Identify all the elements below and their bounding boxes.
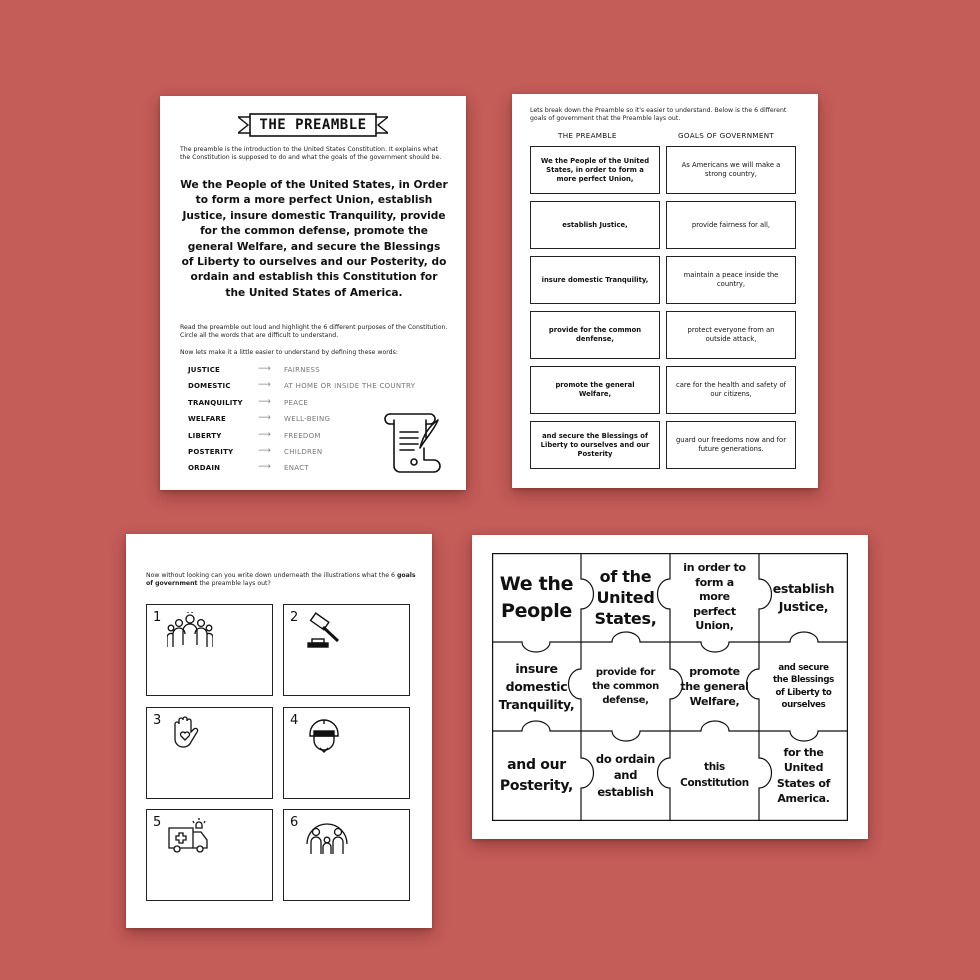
piece-text (499, 660, 575, 714)
vocab-word: POSTERITY (188, 447, 234, 456)
puzzle-piece[interactable] (670, 642, 759, 731)
piece-line: States of (776, 776, 831, 790)
vocab-word: WELFARE (188, 415, 226, 424)
piece-text (777, 745, 830, 807)
piece-line: Constitution (680, 776, 749, 789)
group-of-people-icon (167, 611, 213, 651)
goal-box: provide fairness for all, (666, 201, 796, 249)
preamble-breakdown-sheet (512, 94, 818, 488)
piece-line: ourselves (781, 700, 826, 711)
instructions-text: Read the preamble out loud and highlight the 6 different purposes of the Constitution. Circle all the words that are difficult to understand. (180, 324, 448, 340)
preamble-puzzle (492, 553, 848, 821)
piece-text (773, 580, 835, 616)
answer-box[interactable] (283, 809, 410, 901)
preamble-box: establish Justice, (530, 201, 660, 249)
vocab-row (188, 364, 458, 380)
vocab-definition: ENACT (284, 464, 309, 473)
puzzle-piece[interactable] (492, 642, 581, 731)
piece-line: Justice, (778, 598, 829, 614)
piece-line: perfect (693, 604, 736, 618)
arrow-icon: ⟶ (258, 429, 271, 440)
piece-line: States, (594, 609, 657, 629)
piece-text (500, 755, 573, 797)
box-number: 2 (290, 610, 299, 625)
scroll-quill-icon (380, 408, 442, 476)
column-header-preamble: THE PREAMBLE (558, 131, 617, 140)
goal-box: protect everyone from an outside attack, (666, 311, 796, 359)
arrow-icon: ⟶ (258, 396, 271, 407)
vocab-row (188, 380, 458, 396)
piece-line: of the (599, 567, 652, 587)
piece-text (592, 666, 659, 708)
preamble-box: promote the general Welfare, (530, 366, 660, 414)
answer-box[interactable] (283, 604, 410, 696)
answer-box[interactable] (283, 707, 410, 799)
hand-heart-icon (167, 714, 213, 754)
piece-text (680, 760, 749, 791)
quiz-intro-text-end: the preamble lays out? (197, 580, 271, 588)
piece-line: promote (689, 665, 740, 679)
piece-line: Welfare, (689, 695, 740, 709)
piece-line: America. (777, 792, 830, 806)
piece-line: form a (695, 575, 734, 589)
piece-line: in order to (683, 561, 746, 575)
preamble-text: We the People of the United States, in Order to form a more perfect Union, establish Justice, insure domestic Tranquility, provide for the common defense, promote the general Welfare, and secure the Blessings of Liberty to ourselves and our Posterity, do ordain and establish this Constitution for the United States of America. (180, 179, 448, 299)
piece-text (595, 566, 657, 629)
quiz-intro-text: Now without looking can you write down underneath the illustrations what the 6 (146, 572, 397, 579)
piece-line: establish (597, 784, 654, 799)
piece-line: this (704, 761, 725, 774)
piece-text (680, 664, 748, 709)
vocab-definition: FREEDOM (284, 431, 321, 440)
puzzle-piece[interactable] (759, 642, 848, 731)
vocab-word: TRANQUILITY (188, 398, 243, 407)
page-title: THE PREAMBLE (259, 117, 367, 133)
piece-line: provide for (595, 666, 656, 678)
box-number: 4 (290, 713, 299, 728)
piece-text (683, 561, 746, 634)
breakdown-intro: Lets break down the Preamble so it's easier to understand. Below is the 6 different goals of government that the Preamble lays out. (530, 107, 787, 123)
piece-line: of Liberty to (775, 687, 832, 698)
vocab-word: JUSTICE (188, 366, 221, 374)
piece-text (773, 662, 834, 712)
box-number: 5 (153, 815, 162, 830)
goal-box: As Americans we will make a strong country, (666, 146, 796, 194)
answer-box[interactable] (146, 809, 273, 901)
ambulance-icon (167, 816, 213, 856)
piece-line: for the (783, 745, 824, 759)
puzzle-piece[interactable] (492, 731, 581, 820)
puzzle-piece[interactable] (759, 553, 848, 642)
arrow-icon: ⟶ (258, 364, 271, 374)
piece-line: Posterity, (499, 777, 574, 794)
box-number: 6 (290, 815, 299, 830)
intro-text: The preamble is the introduction to the United States Constitution. It explains what the Constitution is supposed to do and what the goals of the government should be. (180, 146, 442, 162)
vocab-word: DOMESTIC (188, 382, 231, 391)
vocab-definition: WELL-BEING (284, 415, 331, 424)
answer-box[interactable] (146, 604, 273, 696)
piece-line: and (613, 768, 638, 783)
piece-line: domestic (505, 678, 568, 694)
vocab-word: LIBERTY (188, 431, 222, 440)
piece-line: the Blessings (772, 675, 835, 686)
puzzle-piece[interactable] (759, 731, 848, 820)
arrow-icon: ⟶ (258, 413, 271, 424)
vocab-word: ORDAIN (188, 464, 221, 473)
column-header-goals: GOALS OF GOVERNMENT (678, 131, 775, 140)
goal-box: guard our freedoms now and for future generations. (666, 421, 796, 469)
piece-line: defense, (602, 694, 649, 706)
piece-line: do ordain (595, 751, 656, 766)
piece-line: more (699, 590, 730, 604)
vocab-definition: AT HOME OR INSIDE THE COUNTRY (284, 382, 416, 391)
piece-text (500, 571, 573, 625)
piece-line: Union, (695, 619, 734, 633)
preamble-box: insure domestic Tranquility, (530, 256, 660, 304)
piece-line: the common (592, 680, 659, 692)
vocab-definition: PEACE (284, 398, 309, 407)
piece-line: United (596, 588, 655, 608)
answer-box[interactable] (146, 707, 273, 799)
preamble-box: We the People of the United States, in order to form a more perfect Union, (530, 146, 660, 194)
piece-line: Tranquility, (498, 696, 575, 712)
puzzle-piece[interactable] (581, 642, 670, 731)
arrow-icon: ⟶ (258, 380, 271, 391)
puzzle-piece[interactable] (670, 731, 759, 820)
soldier-helmet-icon (304, 714, 350, 754)
gavel-icon (304, 611, 350, 651)
piece-line: United (783, 761, 824, 775)
define-intro-text: Now lets make it a little easier to understand by defining these words: (180, 349, 398, 356)
preamble-box: and secure the Blessings of Liberty to ourselves and our Posterity (530, 421, 660, 469)
goals-quiz-sheet (126, 534, 432, 928)
piece-line: We the (499, 572, 574, 595)
quiz-intro-bold: goals of government (146, 572, 416, 588)
family-icon (304, 816, 350, 856)
arrow-icon: ⟶ (258, 445, 271, 456)
preamble-box: provide for the common denfense, (530, 311, 660, 359)
piece-line: insure (515, 660, 558, 676)
piece-line: establish (772, 580, 835, 596)
puzzle-sheet (472, 535, 868, 839)
puzzle-piece[interactable] (581, 731, 670, 820)
box-number: 1 (153, 610, 162, 625)
piece-line: and secure (778, 662, 829, 673)
box-number: 3 (153, 713, 162, 728)
goal-box: maintain a peace inside the country, (666, 256, 796, 304)
vocab-definition: CHILDREN (284, 447, 323, 456)
arrow-icon: ⟶ (258, 462, 271, 473)
puzzle-piece[interactable] (581, 553, 670, 642)
puzzle-piece[interactable] (492, 553, 581, 642)
quiz-intro (146, 572, 416, 588)
piece-text (596, 751, 655, 801)
piece-line: and our (507, 756, 566, 773)
vocab-definition: FAIRNESS (284, 366, 321, 374)
goal-box: care for the health and safety of our citizens, (666, 366, 796, 414)
puzzle-piece[interactable] (670, 553, 759, 642)
piece-line: People (500, 599, 573, 622)
preamble-intro-sheet (160, 96, 466, 490)
title-banner (238, 113, 388, 137)
piece-line: the general (680, 680, 749, 694)
